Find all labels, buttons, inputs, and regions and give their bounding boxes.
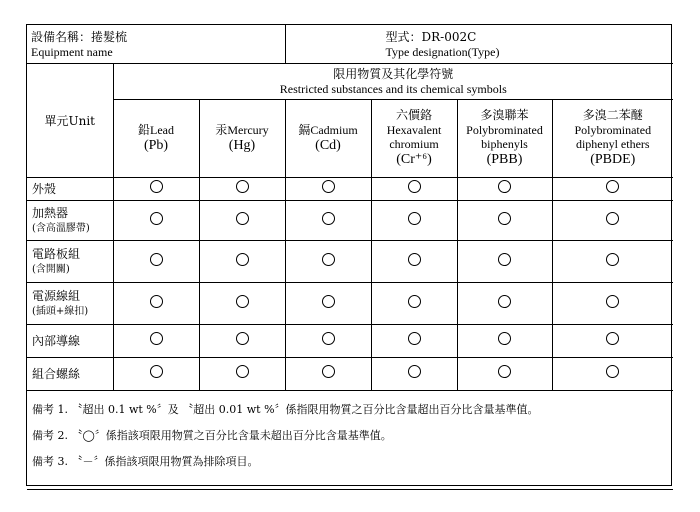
rohs-declaration-table xyxy=(26,24,672,486)
type-cell xyxy=(285,25,673,64)
compliance-cell xyxy=(285,178,371,201)
restricted-title-zh: 限用物質及其化學符號 xyxy=(333,67,454,81)
compliance-cell xyxy=(199,241,285,283)
compliance-cell xyxy=(199,178,285,201)
circle-mark-icon xyxy=(150,253,163,266)
circle-mark-icon xyxy=(408,180,421,193)
circle-mark-icon xyxy=(606,253,619,266)
table-row xyxy=(27,283,673,325)
component-label xyxy=(27,201,113,241)
table-row xyxy=(27,358,673,391)
compliance-cell xyxy=(285,283,371,325)
substance-name-line: biphenyls xyxy=(481,137,528,151)
substance-name-line: Polybrominated xyxy=(466,123,543,137)
component-label xyxy=(27,358,113,391)
compliance-cell xyxy=(199,201,285,241)
compliance-cell xyxy=(371,178,457,201)
component-name: 組合螺絲 xyxy=(32,366,81,381)
circle-mark-icon xyxy=(606,332,619,345)
compliance-cell xyxy=(199,358,285,391)
circle-mark-icon xyxy=(150,212,163,225)
substance-header-row xyxy=(27,100,673,178)
circle-mark-icon xyxy=(150,332,163,345)
circle-mark-icon xyxy=(606,180,619,193)
circle-mark-icon xyxy=(606,212,619,225)
compliance-cell xyxy=(371,241,457,283)
substance-name-line: 六價鉻 xyxy=(396,108,433,122)
circle-mark-icon xyxy=(322,253,335,266)
substance-header-2 xyxy=(199,100,285,178)
component-rows xyxy=(27,178,673,391)
substance-header-5 xyxy=(457,100,552,178)
substance-header-3 xyxy=(285,100,371,178)
circle-mark-icon xyxy=(322,212,335,225)
component-note: (含高溫膠帶) xyxy=(32,222,90,234)
restricted-title-en: Restricted substances and its chemical symbols xyxy=(279,82,507,96)
compliance-cell xyxy=(552,201,673,241)
circle-mark-icon xyxy=(150,365,163,378)
type-designation-zh: 型式：DR-002C xyxy=(385,29,477,44)
compliance-cell xyxy=(285,325,371,358)
circle-mark-icon xyxy=(236,180,249,193)
substance-name-line: 鉛Lead xyxy=(138,122,174,137)
unit-header: 單元Unit xyxy=(27,64,113,178)
compliance-cell xyxy=(552,241,673,283)
component-label xyxy=(27,241,113,283)
circle-mark-icon xyxy=(150,295,163,308)
circle-mark-icon xyxy=(408,212,421,225)
component-label xyxy=(27,178,113,201)
compliance-cell xyxy=(371,325,457,358)
compliance-cell xyxy=(457,241,552,283)
substance-name-line: 汞Mercury xyxy=(215,122,269,137)
compliance-cell xyxy=(113,178,199,201)
circle-mark-icon xyxy=(322,180,335,193)
circle-mark-icon xyxy=(498,332,511,345)
circle-mark-icon xyxy=(322,365,335,378)
circle-mark-icon xyxy=(408,365,421,378)
header-row-equipment xyxy=(27,25,673,64)
substance-name-line: chromium xyxy=(389,137,439,151)
component-name: 加熱器 xyxy=(32,205,69,220)
substance-header-1 xyxy=(113,100,199,178)
compliance-cell xyxy=(371,201,457,241)
component-name: 電路板組 xyxy=(32,246,81,261)
compliance-cell xyxy=(113,201,199,241)
note-3: 備考 3. 〝－〞係指該項限用物質為排除項目。 xyxy=(32,455,259,468)
table-row xyxy=(27,241,673,283)
compliance-cell xyxy=(113,241,199,283)
table-row xyxy=(27,178,673,201)
compliance-cell xyxy=(285,241,371,283)
compliance-cell xyxy=(552,358,673,391)
circle-mark-icon xyxy=(236,295,249,308)
component-name: 外殼 xyxy=(32,181,57,196)
compliance-cell xyxy=(285,358,371,391)
component-note: (含開關) xyxy=(32,263,70,275)
component-label xyxy=(27,325,113,358)
header-row-restricted xyxy=(27,64,673,100)
compliance-cell xyxy=(457,283,552,325)
circle-mark-icon xyxy=(236,365,249,378)
equipment-cell xyxy=(27,25,285,64)
compliance-cell xyxy=(285,201,371,241)
note-2: 備考 2. 〝◯〞係指該項限用物質之百分比含量未超出百分比含量基準值。 xyxy=(32,429,392,442)
note-1: 備考 1. 〝超出 0.1 wt %〞及 〝超出 0.01 wt %〞係指限用物質之百分比含量超出百分比含量基準值。 xyxy=(32,403,539,416)
circle-mark-icon xyxy=(236,212,249,225)
circle-mark-icon xyxy=(498,365,511,378)
substance-header-4 xyxy=(371,100,457,178)
equipment-name-zh: 設備名稱：捲髮梳 xyxy=(31,29,128,44)
circle-mark-icon xyxy=(498,253,511,266)
substance-name-line: Polybrominated xyxy=(574,123,652,137)
table-row xyxy=(27,201,673,241)
substance-header-6 xyxy=(552,100,673,178)
circle-mark-icon xyxy=(498,295,511,308)
circle-mark-icon xyxy=(322,295,335,308)
substance-table xyxy=(27,25,673,490)
substance-symbol: (Cd) xyxy=(315,137,341,153)
circle-mark-icon xyxy=(150,180,163,193)
compliance-cell xyxy=(113,283,199,325)
restricted-title-cell xyxy=(113,64,673,100)
substance-symbol: (Cr⁺⁶) xyxy=(396,152,432,167)
substance-name-line: 鎘Cadmium xyxy=(298,122,358,137)
compliance-cell xyxy=(199,283,285,325)
compliance-cell xyxy=(552,178,673,201)
substance-name-line: diphenyl ethers xyxy=(575,137,650,151)
compliance-cell xyxy=(457,358,552,391)
compliance-cell xyxy=(552,283,673,325)
compliance-cell xyxy=(199,325,285,358)
substance-name-line: 多溴聯苯 xyxy=(480,108,529,122)
circle-mark-icon xyxy=(606,295,619,308)
component-name: 內部導線 xyxy=(32,333,81,348)
notes-row xyxy=(27,391,673,490)
circle-mark-icon xyxy=(606,365,619,378)
substance-symbol: (Hg) xyxy=(228,137,256,153)
circle-mark-icon xyxy=(322,332,335,345)
compliance-cell xyxy=(457,201,552,241)
compliance-cell xyxy=(457,325,552,358)
component-label xyxy=(27,283,113,325)
compliance-cell xyxy=(457,178,552,201)
substance-symbol: (PBDE) xyxy=(590,152,636,167)
circle-mark-icon xyxy=(408,295,421,308)
compliance-cell xyxy=(371,283,457,325)
substance-symbol: (PBB) xyxy=(486,152,523,167)
compliance-cell xyxy=(552,325,673,358)
notes-cell xyxy=(27,391,673,490)
compliance-cell xyxy=(113,358,199,391)
table-row xyxy=(27,325,673,358)
substance-name-line: Hexavalent xyxy=(386,123,442,137)
compliance-cell xyxy=(113,325,199,358)
compliance-cell xyxy=(371,358,457,391)
equipment-name-en: Equipment name xyxy=(31,44,113,59)
component-name: 電源線組 xyxy=(32,288,81,303)
circle-mark-icon xyxy=(236,332,249,345)
circle-mark-icon xyxy=(236,253,249,266)
circle-mark-icon xyxy=(498,180,511,193)
substance-name-line: 多溴二苯醚 xyxy=(582,108,643,122)
circle-mark-icon xyxy=(408,253,421,266)
type-designation-en: Type designation(Type) xyxy=(385,44,500,59)
circle-mark-icon xyxy=(498,212,511,225)
component-note: (插頭+線扣) xyxy=(32,305,89,317)
substance-symbol: (Pb) xyxy=(143,137,169,153)
circle-mark-icon xyxy=(408,332,421,345)
